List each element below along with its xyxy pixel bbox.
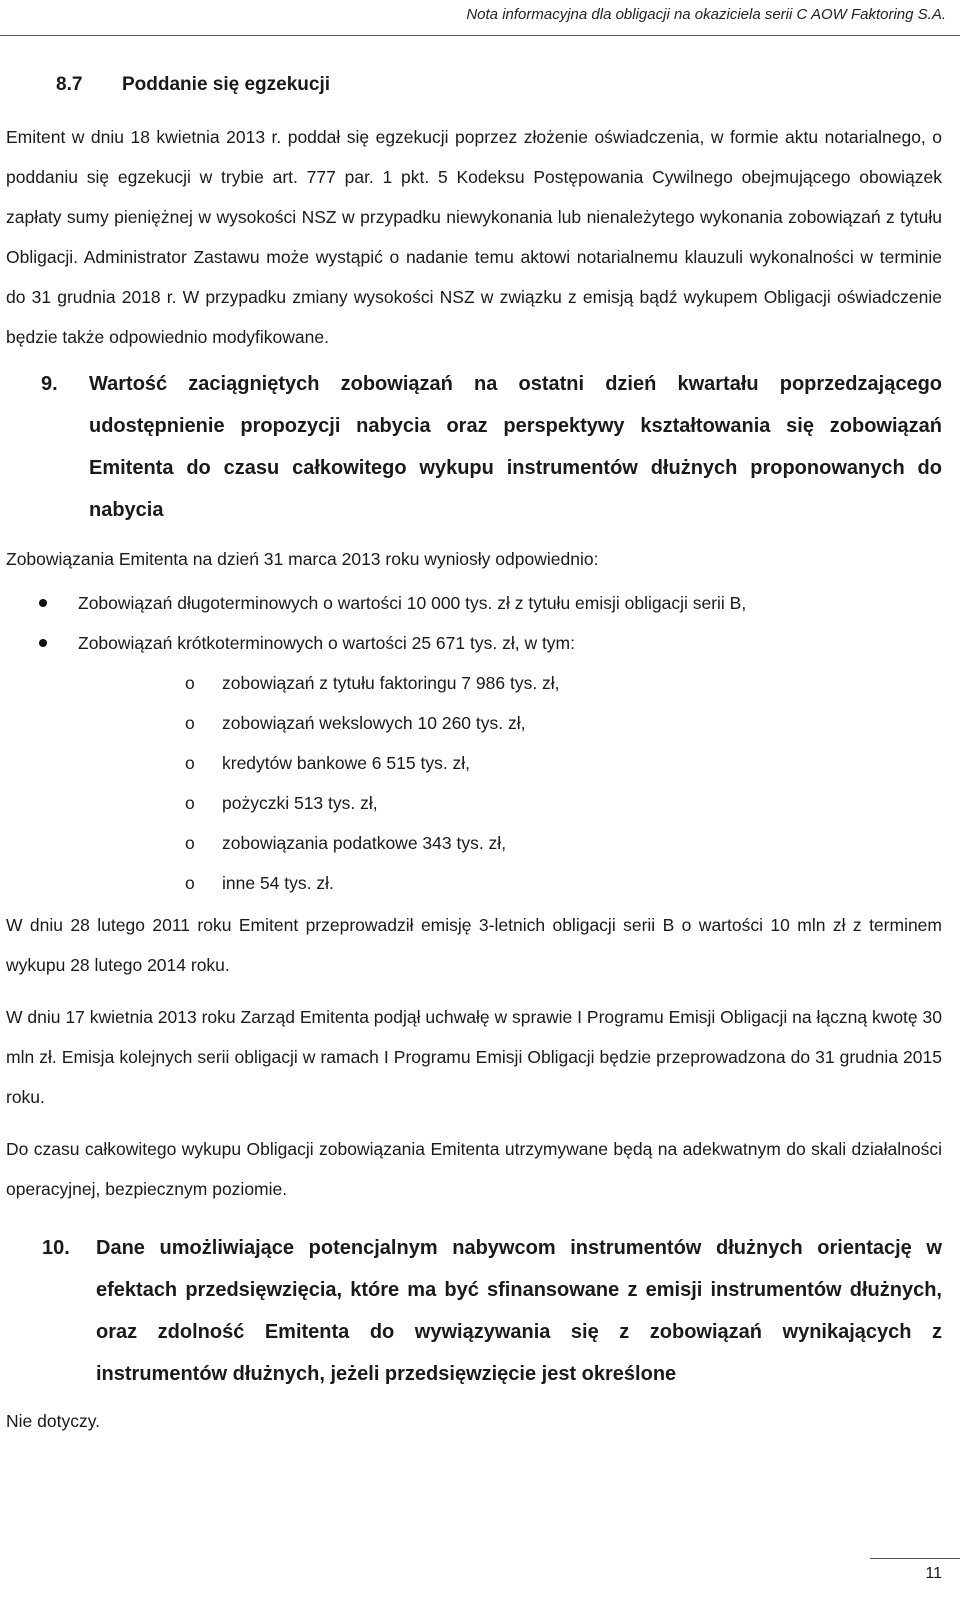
short-term-liabilities-sublist bbox=[78, 663, 942, 903]
section-9-paragraph-3: Do czasu całkowitego wykupu Obligacji zobowiązania Emitenta utrzymywane będą na adekwatnym do skali działalności operacyjnej, bezpiecznym poziomie. bbox=[6, 1139, 942, 1199]
section-10-heading bbox=[42, 1227, 942, 1395]
section-title: Dane umożliwiające potencjalnym nabywcom instrumentów dłużnych orientację w efektach przedsięwzięcia, które ma być sfinansowane z emisji instrumentów dłużnych, oraz zdolność Emitenta do wywiązywania się z zobowiązań wynikających z instrumentów dłużnych, jeżeli przedsięwzięcie jest określone bbox=[96, 1237, 942, 1385]
section-title: Wartość zaciągniętych zobowiązań na ostatni dzień kwartału poprzedzającego udostępnienie propozycji nabycia oraz perspektywy kształtowania się zobowiązań Emitenta do czasu całkowitego wykupu instrumentów dłużnych proponowanych do nabycia bbox=[89, 373, 942, 521]
circle-bullet-icon: o bbox=[185, 753, 195, 773]
footer-divider bbox=[870, 1558, 960, 1559]
document-title: Nota informacyjna dla obligacji na okaziciela serii C AOW Faktoring S.A. bbox=[466, 6, 946, 23]
page-content bbox=[6, 70, 942, 1441]
section-10-paragraph: Nie dotyczy. bbox=[6, 1411, 101, 1431]
section-9-intro: Zobowiązania Emitenta na dzień 31 marca 2013 roku wyniosły odpowiednio: bbox=[6, 549, 599, 569]
section-8-7-paragraph: Emitent w dniu 18 kwietnia 2013 r. poddał się egzekucji poprzez złożenie oświadczenia, w formie aktu notarialnego, o poddaniu się egzekucji w trybie art. 777 par. 1 pkt. 5 Kodeksu Postępowania Cywilnego obejmującego obowiązek zapłaty sumy pieniężnej w wysokości NSZ w przypadku niewykonania lub nienależytego wykonania zobowiązań z tytułu Obligacji. Administrator Zastawu może wystąpić o nadanie temu aktowi notarialnemu klauzuli wykonalności w terminie do 31 grudnia 2018 r. W przypadku zmiany wysokości NSZ w związku z emisją bądź wykupem Obligacji oświadczenie będzie także odpowiednio modyfikowane. bbox=[6, 127, 942, 347]
list-item: Zobowiązań krótkoterminowych o wartości 25 671 tys. zł, w tym: o zobowiązań z tytułu faktoringu 7 986 tys. zł, o zobowiązań wekslowych 10 260 tys. zł, o kredytów bankowe 6 515 tys. zł, o pożyczki 513 tys. zł, o zobowiązania podatkowe 343 tys. zł, o inne 54 tys. zł. bbox=[6, 623, 942, 903]
circle-bullet-icon: o bbox=[185, 793, 195, 813]
section-9-heading bbox=[41, 363, 942, 531]
list-item: o pożyczki 513 tys. zł, bbox=[78, 783, 942, 823]
list-item: o kredytów bankowe 6 515 tys. zł, bbox=[78, 743, 942, 783]
bullet-icon bbox=[39, 599, 47, 607]
section-number: 8.7 bbox=[56, 74, 83, 95]
section-9-paragraph-1: W dniu 28 lutego 2011 roku Emitent przeprowadził emisję 3-letnich obligacji serii B o wartości 10 mln zł z terminem wykupu 28 lutego 2014 roku. bbox=[6, 915, 942, 975]
bullet-icon bbox=[39, 639, 47, 647]
circle-bullet-icon: o bbox=[185, 673, 195, 693]
liabilities-list bbox=[6, 583, 942, 903]
section-number: 9. bbox=[41, 373, 58, 395]
list-item: Zobowiązań długoterminowych o wartości 10 000 tys. zł z tytułu emisji obligacji serii B, bbox=[6, 583, 942, 623]
circle-bullet-icon: o bbox=[185, 833, 195, 853]
section-title: Poddanie się egzekucji bbox=[122, 74, 331, 95]
page-number: 11 bbox=[925, 1565, 942, 1582]
list-item: o zobowiązań wekslowych 10 260 tys. zł, bbox=[78, 703, 942, 743]
section-8-7-heading bbox=[56, 70, 942, 100]
circle-bullet-icon: o bbox=[185, 873, 195, 893]
list-item: o inne 54 tys. zł. bbox=[78, 863, 942, 903]
section-9-paragraph-2: W dniu 17 kwietnia 2013 roku Zarząd Emitenta podjął uchwałę w sprawie I Programu Emisji Obligacji na łączną kwotę 30 mln zł. Emisja kolejnych serii obligacji w ramach I Programu Emisji Obligacji będzie przeprowadzona do 31 grudnia 2015 roku. bbox=[6, 1007, 942, 1107]
circle-bullet-icon: o bbox=[185, 713, 195, 733]
section-number: 10. bbox=[42, 1237, 70, 1259]
page-header bbox=[0, 0, 960, 36]
list-item: o zobowiązań z tytułu faktoringu 7 986 tys. zł, bbox=[78, 663, 942, 703]
list-item: o zobowiązania podatkowe 343 tys. zł, bbox=[78, 823, 942, 863]
